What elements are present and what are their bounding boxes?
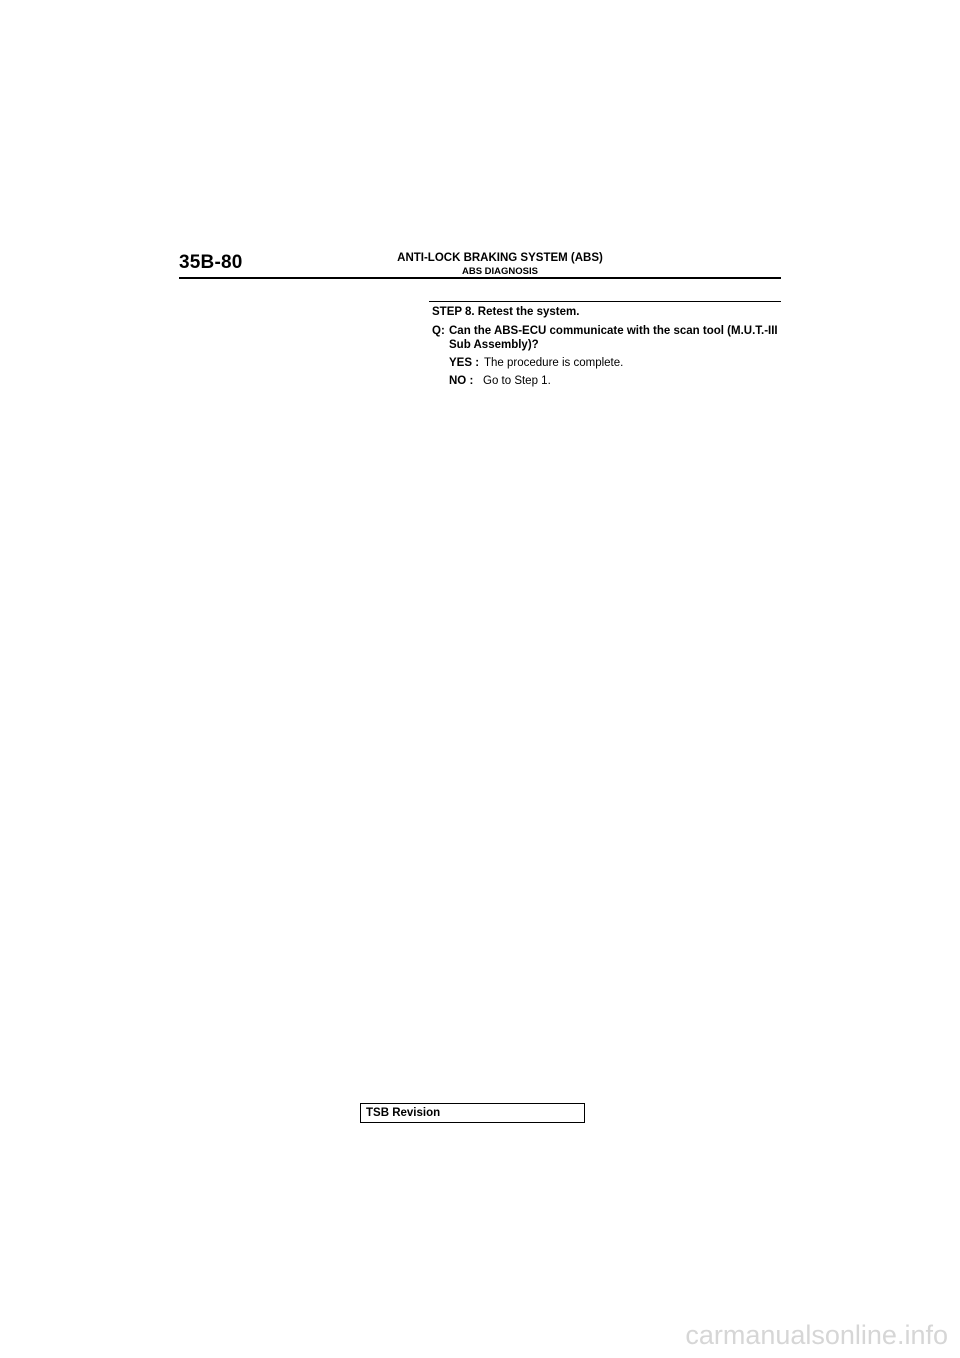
question-prefix: Q: [432,325,445,337]
answer-yes [449,356,623,370]
step-heading: STEP 8. Retest the system. [432,306,580,318]
section-title: ANTI-LOCK BRAKING SYSTEM (ABS) [397,252,603,264]
question-text: Can the ABS-ECU communicate with the scan tool (M.U.T.-III Sub Assembly)? [449,325,778,351]
tsb-revision-label: TSB Revision [366,1107,441,1119]
answer-no-label: NO : [449,375,474,387]
answer-yes-label: YES : [449,357,480,369]
tsb-revision-box [360,1103,585,1123]
answer-no-text: Go to Step 1. [483,375,551,387]
step-divider [429,301,781,302]
page-number: 35B-80 [179,252,243,273]
site-watermark: carmanualsonline.info [685,1320,948,1350]
header-divider [179,277,781,279]
section-subtitle: ABS DIAGNOSIS [461,266,538,277]
answer-yes-text: The procedure is complete. [484,357,624,369]
answer-no [449,374,551,388]
